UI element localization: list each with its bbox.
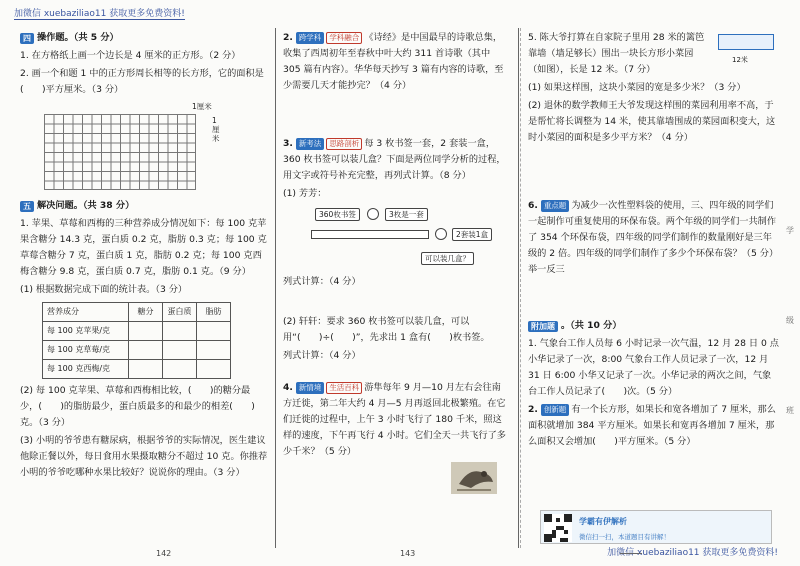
- column-divider: [275, 28, 276, 548]
- table-header: 营养成分: [43, 303, 129, 322]
- tag-label: 新考法: [296, 138, 325, 150]
- formula-line: 列式计算：（4 分）: [283, 350, 361, 361]
- table-header: 脂肪: [197, 303, 231, 322]
- diagram-bar: [311, 230, 429, 239]
- section-title: 解决问题。（共 38 分）: [37, 200, 135, 211]
- question-text: 《诗经》是中国最早的诗歌总集，收集了西周初年至春秋中叶大约 311 首诗歌（其中 305 篇有内容）。华华每天抄写 3 篇有内容的诗歌，至少需要几天才能抄完？（4 分）: [283, 32, 504, 91]
- diagram-circle[interactable]: [435, 228, 447, 240]
- question-bags: [528, 198, 780, 278]
- table-cell[interactable]: [129, 360, 163, 379]
- garden-length-label: 12米: [732, 56, 748, 64]
- garden-wall: [718, 34, 774, 50]
- section-title: 。（共 10 分）: [561, 320, 622, 331]
- question-bookmarks-2: (2) 轩轩：要求 360 枚书签可以装几盒，可以用“( )÷( )”，先求出 1 盒有( )枚书签。: [283, 316, 490, 343]
- table-cell[interactable]: [163, 322, 197, 341]
- watermark-top: 加微信 xuebaziliao11 获取更多免费资料!: [14, 6, 185, 20]
- table-cell[interactable]: [129, 322, 163, 341]
- question-number: 2.: [283, 32, 293, 43]
- footer-rule: [620, 553, 642, 554]
- question-text: 每 3 枚书签一套，2 套装一盒，360 枚书签可以装几盒？下面是两位同学分析的过程，用文字或符号补充完整，再列式计算。（8 分）: [283, 138, 506, 181]
- question-garden: 5. 陈大爷打算在自家院子里用 28 米的篱笆靠墙（墙足够长）围出一块长方形小菜园（如图），长是 12 米。（7 分）: [528, 32, 705, 75]
- section-title: 操作题。（共 5 分）: [37, 32, 119, 43]
- table-cell[interactable]: [197, 360, 231, 379]
- cut-line: [520, 28, 521, 548]
- question-number: 2.: [528, 404, 538, 415]
- question-text: 游隼每年 9 月—10 月左右会往南方迁徙，第二年大约 4 月—5 月再返回北极繁殖。在它们迁徙的过程中，上午 3 小时飞行了 180 千米，照这样的速度，下午再飞行 4 小时。它们全天一共飞行了多少千米？（5 分）: [283, 382, 506, 457]
- table-header-row: [43, 303, 231, 322]
- question-text: 有一个长方形，如果长和宽各增加了 7 厘米，那么面积就增加 384 平方厘米。如果长和宽再各增加 7 厘米，那么面积又会增加( )平方厘米。（5 分）: [528, 404, 776, 447]
- table-row: [43, 322, 231, 341]
- formula-line: 列式计算：（4 分）: [283, 276, 361, 287]
- diagram-box: 360枚书签: [315, 208, 360, 221]
- question-rectangle: [528, 402, 780, 450]
- diagram-circle[interactable]: [367, 208, 379, 220]
- qr-code-icon[interactable]: [544, 514, 572, 542]
- grid-paper: [44, 114, 196, 190]
- question-nutrition-2: (2) 每 100 克苹果、草莓和西梅相比较，( )的糖分最少，( )的脂肪最少，蛋白质最多的和最少的相差( )克。（3 分）: [20, 385, 255, 428]
- binding-mark: 学: [786, 226, 794, 235]
- falcon-photo: [451, 462, 497, 494]
- section-bonus: [528, 318, 780, 334]
- question-text: 为减少一次性塑料袋的使用，三、四年级的同学们一起制作可重复使用的环保布袋。两个年级的同学们一共制作了 354 个环保布袋，四年级的同学们制作的数量刚好是三年级的 2 倍。四年级的同学们制作了多少个环保布袋？（5 分）举一反三: [528, 200, 779, 275]
- question-bookmarks: [283, 136, 509, 184]
- page-number: 142: [156, 549, 172, 558]
- middle-column: [283, 30, 509, 550]
- diagram-box: 3枚是一套: [385, 208, 428, 221]
- unit-length-label: 1厘米: [192, 102, 212, 111]
- section-badge: 五: [20, 201, 34, 212]
- question-bookmarks-1: (1) 芳芳：: [283, 188, 327, 199]
- table-cell: 每 100 克西梅/克: [43, 360, 129, 379]
- question-garden-1: (1) 如果这样围，这块小菜园的宽是多少米？（3 分）: [528, 82, 746, 93]
- table-cell[interactable]: [163, 341, 197, 360]
- tag-label: 新情境: [296, 382, 325, 394]
- table-cell[interactable]: [197, 341, 231, 360]
- tag-label: 思路剖析: [326, 138, 362, 150]
- question-poetry: [283, 30, 509, 94]
- study-qr-panel[interactable]: [540, 510, 772, 544]
- question-number: 4.: [283, 382, 293, 393]
- table-cell[interactable]: [163, 360, 197, 379]
- question-nutrition: 1. 苹果、草莓和西梅的三种营养成分情况如下：每 100 克苹果含糖分 14.3 克，蛋白质 0.2 克，脂肪 0.3 克；每 100 克草莓含糖分 7 克，蛋白质 1 克，脂肪 0.2 克；每 100 克西梅含糖分 9.8 克，蛋白质 0.7 克，脂肪 0.1 克。（9 分）: [20, 218, 267, 277]
- binding-marks: [786, 186, 794, 456]
- binding-mark: 班: [786, 406, 794, 415]
- section-badge: 附加题: [528, 321, 558, 332]
- table-row: [43, 341, 231, 360]
- right-column: [528, 30, 780, 550]
- question-nutrition-3: (3) 小明的爷爷患有糖尿病，根据爷爷的实际情况，医生建议他除正餐以外，每日食用水果摄取糖分不超过 10 克。你推荐小明的爷爷吃哪种水果比较好？说说你的理由。（3 分）: [20, 435, 268, 478]
- table-row: [43, 360, 231, 379]
- section-operations: [20, 30, 268, 46]
- left-column: [20, 30, 268, 550]
- tag-label: 学科融合: [326, 32, 362, 44]
- diagram-box: 可以装几盒？: [421, 252, 474, 265]
- column-divider: [518, 28, 519, 548]
- analysis-diagram: [289, 206, 509, 270]
- table-cell: 每 100 克草莓/克: [43, 341, 129, 360]
- question-garden-2: (2) 退休的数学教师王大爷发现这样围的菜园利用率不高，于是帮忙将长调整为 14 米，使其靠墙围成的菜园面积变大，这时小菜园的面积是多少平方米？（4 分）: [528, 100, 776, 143]
- section-badge: 四: [20, 33, 34, 44]
- question-number: 3.: [283, 138, 293, 149]
- table-cell: 每 100 克苹果/克: [43, 322, 129, 341]
- watermark-bottom: 加微信 xuebaziliao11 获取更多免费资料!: [607, 548, 778, 558]
- tag-label: 生活百科: [326, 382, 362, 394]
- tag-label: 创新题: [541, 404, 570, 416]
- qr-title: 学霸有伊解析: [579, 517, 627, 526]
- square-grid: [44, 104, 224, 192]
- table-cell[interactable]: [129, 341, 163, 360]
- binding-mark: 级: [786, 316, 794, 325]
- page-number: 143: [400, 549, 416, 558]
- question-bird: [283, 380, 509, 460]
- table-header: 糖分: [129, 303, 163, 322]
- unit-length-label-side: 1厘米: [212, 116, 220, 143]
- tag-label: 跨学科: [296, 32, 325, 44]
- question-nutrition-1: (1) 根据数据完成下面的统计表。（3 分）: [20, 284, 188, 295]
- section-problems: [20, 198, 268, 214]
- nutrition-table: [42, 302, 231, 379]
- garden-figure: [716, 34, 778, 62]
- table-cell[interactable]: [197, 322, 231, 341]
- question-2: 2. 画一个和题 1 中的正方形周长相等的长方形，它的面积是( )平方厘米。（3 分）: [20, 68, 264, 95]
- tag-label: 重点题: [541, 200, 570, 212]
- question-weather: 1. 气象台工作人员每 6 小时记录一次气温，12 月 28 日 0 点小华记录了一次，8:00 气象台工作人员记录了一次，12 月 31 日 6:00 小华又记录了一次。小华记录的两次之间，气象台工作人员记录了( )次。（5 分）: [528, 338, 779, 397]
- question-number: 6.: [528, 200, 538, 211]
- diagram-box: 2套装1盒: [452, 228, 492, 241]
- qr-text: 微信扫一扫，本道题目有讲解！: [579, 533, 670, 541]
- question-1: 1. 在方格纸上画一个边长是 4 厘米的正方形。（2 分）: [20, 50, 241, 61]
- table-header: 蛋白质: [163, 303, 197, 322]
